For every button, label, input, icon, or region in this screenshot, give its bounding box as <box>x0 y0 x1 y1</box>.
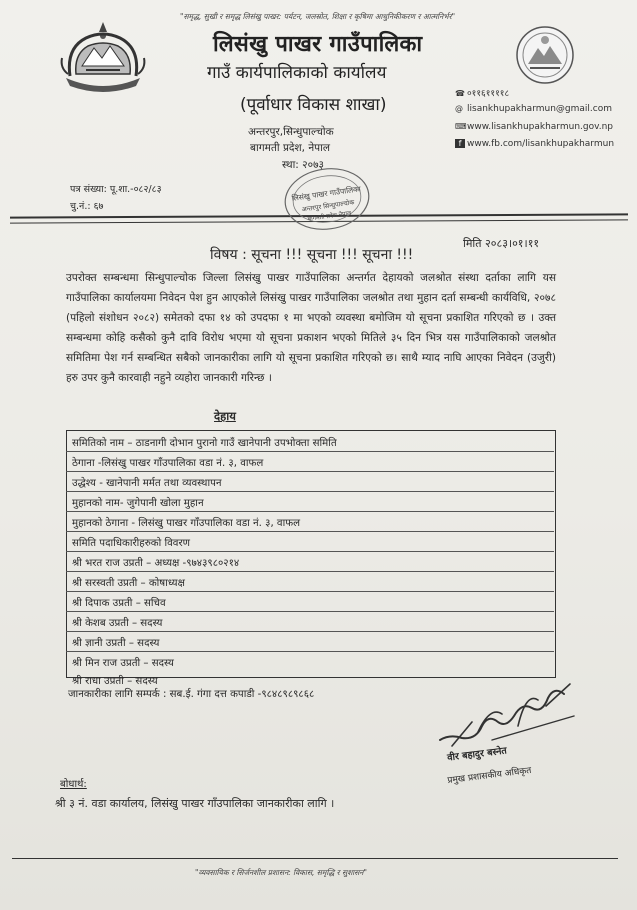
facebook-icon: f <box>455 139 465 148</box>
letter-date: मिति २०८३।०१।११ <box>463 237 540 250</box>
committee-address: ठेगाना -लिसंखु पाखर गाँउपालिका वडा नं. ३, वाफल <box>72 458 264 469</box>
official-row: श्री राधा उप्रती – सदस्य <box>72 676 158 687</box>
office-name: गाउँ कार्यपालिकाको कार्यालय <box>207 63 387 83</box>
address-line1: अन्तरपुर,सिन्धुपाल्चोक <box>248 126 334 138</box>
details-heading: देहाय <box>214 409 236 423</box>
details-divider <box>66 631 554 632</box>
footer-divider <box>12 858 618 859</box>
municipality-name: लिसंखु पाखर गाउँपालिका <box>213 32 423 57</box>
nepal-emblem-icon <box>58 18 148 94</box>
source-name: मुहानको नाम- जुगेपानी खोला मुहान <box>72 498 204 509</box>
web-icon: ⌨ <box>455 122 467 131</box>
details-divider <box>66 491 554 492</box>
dispatch-number: चु.नं.: ६७ <box>70 201 104 212</box>
committee-name: समितिको नाम – ठाडनागी दोभान पुरानो गाउँ खानेपानी उपभोक्ता समिति <box>72 438 337 449</box>
contact-person: जानकारीका लागि सम्पर्क : सब.ई. गंगा दत्त कपाडी -९८४८९८९८६८ <box>68 689 315 700</box>
branch-name: (पूर्वाधार विकास शाखा) <box>240 95 387 115</box>
details-divider <box>66 651 554 652</box>
office-stamp <box>278 158 377 240</box>
stamp-line1: लिसंखु पाखर गाउँपालिका <box>291 184 362 203</box>
details-divider <box>66 471 554 472</box>
details-divider <box>66 571 554 572</box>
letter-number: पत्र संख्या: पू.शा.-०८२/८३ <box>70 184 162 195</box>
copy-to: श्री ३ नं. वडा कार्यालय, लिसंखु पाखर गाँउपालिका जानकारीका लागि । <box>55 797 335 810</box>
bodharth-label: बोधार्थ: <box>60 779 87 790</box>
official-row: श्री भरत राज उप्रती – अध्यक्ष -९७४३९८०२१४ <box>72 558 240 569</box>
letter-subject: विषय : सूचना !!! सूचना !!! सूचना !!! <box>210 247 414 263</box>
email-icon: @ <box>455 104 463 113</box>
notice-body: उपरोक्त सम्बन्धमा सिन्धुपाल्चोक जिल्ला लिसंखु पाखर गाउँपालिका अन्तर्गत देहायको जलश्रोत संस्था दर्ताका लागि यस गाउँपालिका कार्यालयमा निवेदन पेश हुन आएकोले लिसंखु पाखर गाउँपालिका जलश्रोत तथा मुहान दर्ता सम्बन्धी कार्यविधि, २०७८ (पहिलो संशोधन २०८२) समेतको दफा १४ को उपदफा १ मा भएको व्यवस्था बमोजिम यो सूचना प्रकाशित गरिएको छ । उक्त सम्बन्धमा कोहि कसैको कुनै दावि विरोध भएमा यो सूचना प्रकाशन भएको मितिले ३५ दिन भित्र यस गाउँपालिकाको जलश्रोत समितिमा पेश गर्न सम्बन्धित सबैको जानकारीका लागि यो सूचना प्रकाशित गरिएको छ। साथै म्याद नाघि आएका निवेदन (उजुरी) हरु उपर कुनै कारवाही नहुने व्यहोरा जानकारी गरिन्छ । <box>66 272 556 384</box>
contact-phone: ☎ ०११६११११८ <box>455 89 510 99</box>
details-divider <box>66 451 554 452</box>
details-divider <box>66 531 554 532</box>
contact-facebook: f www.fb.com/lisankhupakharmun <box>455 139 614 149</box>
signatory-title: प्रमुख प्रशासकीय अधिकृत <box>446 765 532 787</box>
details-divider <box>66 551 554 552</box>
contact-email: @ lisankhupakharmun@gmail.com <box>455 104 612 114</box>
stamp-line2: अन्तरपुर सिन्धुपाल्चोक <box>301 198 355 214</box>
stamp-line3: बागमती प्रदेश नेपाल <box>307 209 352 223</box>
municipality-logo-icon <box>512 24 578 86</box>
address-line2: बागमती प्रदेश, नेपाल <box>250 142 330 154</box>
details-divider <box>66 611 554 612</box>
committee-purpose: उद्धेश्य - खानेपानी मर्मत तथा व्यवस्थापन <box>72 478 222 489</box>
official-row: श्री सरस्वती उप्रती – कोषाध्यक्ष <box>72 578 185 589</box>
official-row: श्री ज्ञानी उप्रती – सदस्य <box>72 638 160 649</box>
signatory-name: वीर बहादुर बस्नेत <box>446 745 508 764</box>
handwritten-signature <box>432 676 582 748</box>
official-row: श्री मिन राज उप्रती – सदस्य <box>72 658 174 669</box>
official-row: श्री दिपाक उप्रती – सचिव <box>72 598 166 609</box>
contact-website: ⌨www.lisankhupakharmun.gov.np <box>455 122 614 132</box>
phone-icon: ☎ <box>455 89 465 98</box>
source-address: मुहानको ठेगाना - लिसंखु पाखर गाँउपालिका वडा नं. ३, वाफल <box>72 518 300 529</box>
details-divider <box>66 591 554 592</box>
header-motto: "समृद्ध, सुखी र समृद्ध लिसंखु पाखर: पर्यटन, जलस्रोत, शिक्षा र कृषिमा आधुनिकीकरण र आत्मनिर्भर" <box>180 12 456 21</box>
established-year: स्था: २०७३ <box>282 159 325 171</box>
official-row: श्री केशब उप्रती – सदस्य <box>72 618 163 629</box>
footer-motto: "व्यवसायिक र सिर्जनशील प्रशासन: विकास, समृद्धि र सुशासन" <box>195 868 367 877</box>
officials-heading: समिति पदाधिकारीहरुको विवरण <box>72 538 191 549</box>
details-divider <box>66 511 554 512</box>
